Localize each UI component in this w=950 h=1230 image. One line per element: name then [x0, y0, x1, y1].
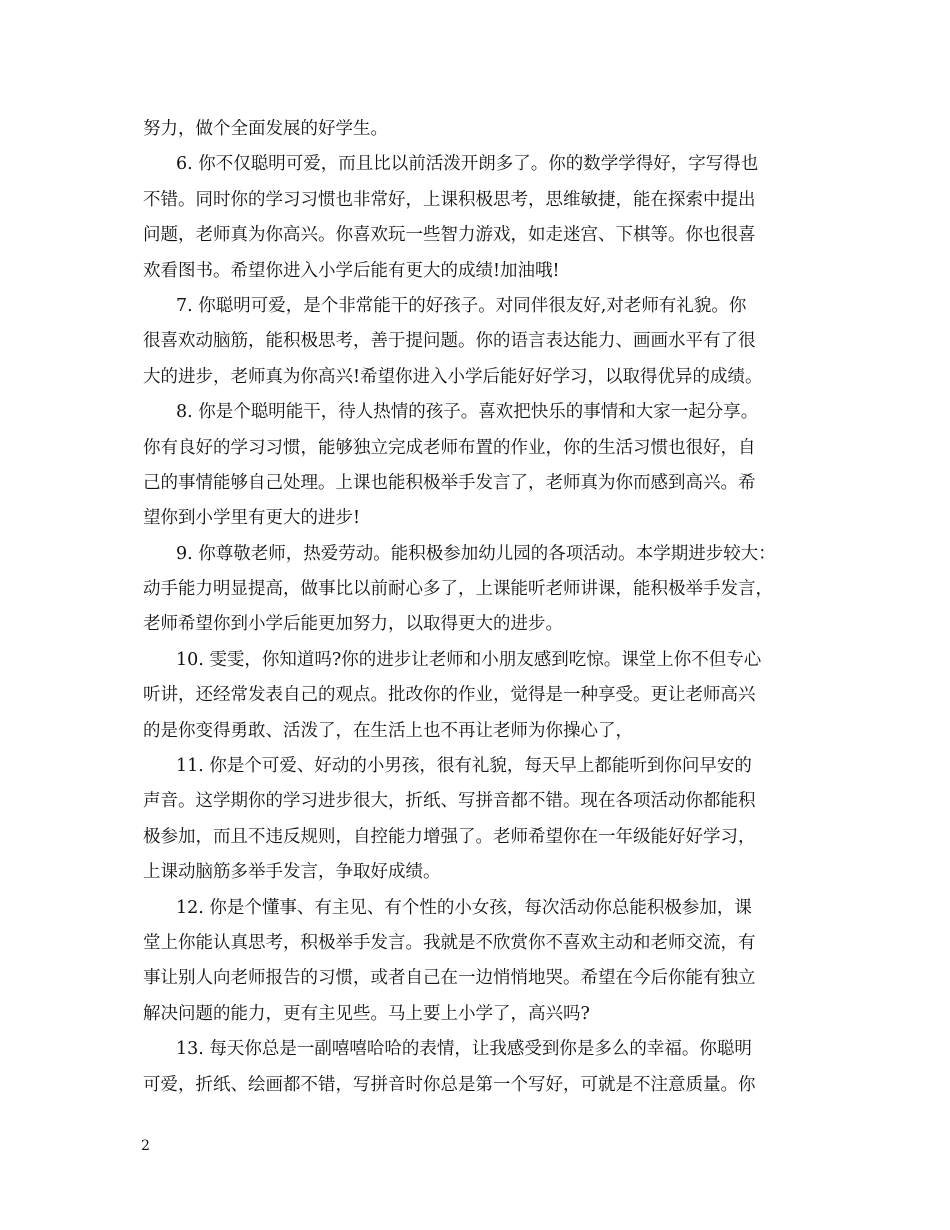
- text-line-19: 11. 你是个可爱、好动的小男孩，很有礼貌，每天早上都能听到你问早安的: [176, 756, 752, 777]
- text-line-1: 努力，做个全面发展的好学生。: [143, 119, 388, 139]
- text-line-13: 9. 你尊敬老师，热爱劳动。能积极参加幼儿园的各项活动。本学期进步较大：: [176, 543, 776, 564]
- text-line-15: 老师希望你到小学后能更加努力，以取得更大的进步。: [143, 614, 563, 635]
- text-line-9: 8. 你是个聪明能干，待人热情的孩子。喜欢把快乐的事情和大家一起分享。: [176, 402, 759, 423]
- text-line-6: 7. 你聪明可爱，是个非常能干的好孩子。对同伴很友好,对老师有礼貌。你: [176, 295, 747, 316]
- text-line-23: 12. 你是个懂事、有主见、有个性的小女孩，每次活动你总能积极参加，课: [176, 897, 752, 918]
- text-line-17: 听讲，还经常发表自己的观点。批改你的作业，觉得是一种享受。更让老师高兴: [143, 685, 756, 706]
- text-line-16: 10. 雯雯，你知道吗?你的进步让老师和小朋友感到吃惊。课堂上你不但专心: [176, 649, 762, 670]
- text-line-18: 的是你变得勇敢、活泼了，在生活上也不再让老师为你操心了，: [143, 720, 633, 741]
- text-line-27: 13. 每天你总是一副嘻嘻哈哈的表情，让我感受到你是多么的幸福。你聪明: [176, 1039, 752, 1060]
- text-line-2: 6. 你不仅聪明可爱，而且比以前活泼开朗多了。你的数学学得好，字写得也: [176, 154, 759, 175]
- text-line-20: 声音。这学期你的学习进步很大，折纸、写拼音都不错。现在各项活动你都能积: [143, 791, 756, 812]
- text-line-12: 望你到小学里有更大的进步!: [143, 508, 361, 529]
- text-line-26: 解决问题的能力，更有主见些。马上要上小学了，高兴吗?: [143, 1003, 590, 1024]
- body-text: [143, 112, 807, 1103]
- text-line-14: 动手能力明显提高，做事比以前耐心多了，上课能听老师讲课，能积极举手发言，: [143, 579, 773, 600]
- text-line-8: 大的进步，老师真为你高兴!希望你进入小学后能好好学习，以取得优异的成绩。: [143, 366, 763, 387]
- text-line-7: 很喜欢动脑筋，能积极思考，善于提问题。你的语言表达能力、画画水平有了很: [143, 331, 756, 352]
- text-line-21: 极参加，而且不违反规则，自控能力增强了。老师希望你在一年级能好好学习，: [143, 826, 756, 847]
- text-line-3: 不错。同时你的学习习惯也非常好，上课积极思考，思维敏捷，能在探索中提出: [143, 189, 756, 210]
- text-line-24: 堂上你能认真思考，积极举手发言。我就是不欣赏你不喜欢主动和老师交流，有: [143, 932, 756, 953]
- text-line-4: 问题，老师真为你高兴。你喜欢玩一些智力游戏，如走迷宫、下棋等。你也很喜: [143, 225, 756, 246]
- text-line-5: 欢看图书。希望你进入小学后能有更大的成绩!加油哦!: [143, 260, 560, 281]
- text-line-22: 上课动脑筋多举手发言，争取好成绩。: [143, 862, 441, 883]
- text-line-11: 己的事情能够自己处理。上课也能积极举手发言了，老师真为你而感到高兴。希: [143, 472, 756, 493]
- text-line-10: 你有良好的学习习惯，能够独立完成老师布置的作业，你的生活习惯也很好，自: [143, 437, 756, 458]
- text-line-25: 事让别人向老师报告的习惯，或者自己在一边悄悄地哭。希望在今后你能有独立: [143, 968, 756, 989]
- page-number: 2: [141, 1138, 150, 1154]
- text-line-28: 可爱，折纸、绘画都不错，写拼音时你总是第一个写好，可就是不注意质量。你: [143, 1074, 756, 1095]
